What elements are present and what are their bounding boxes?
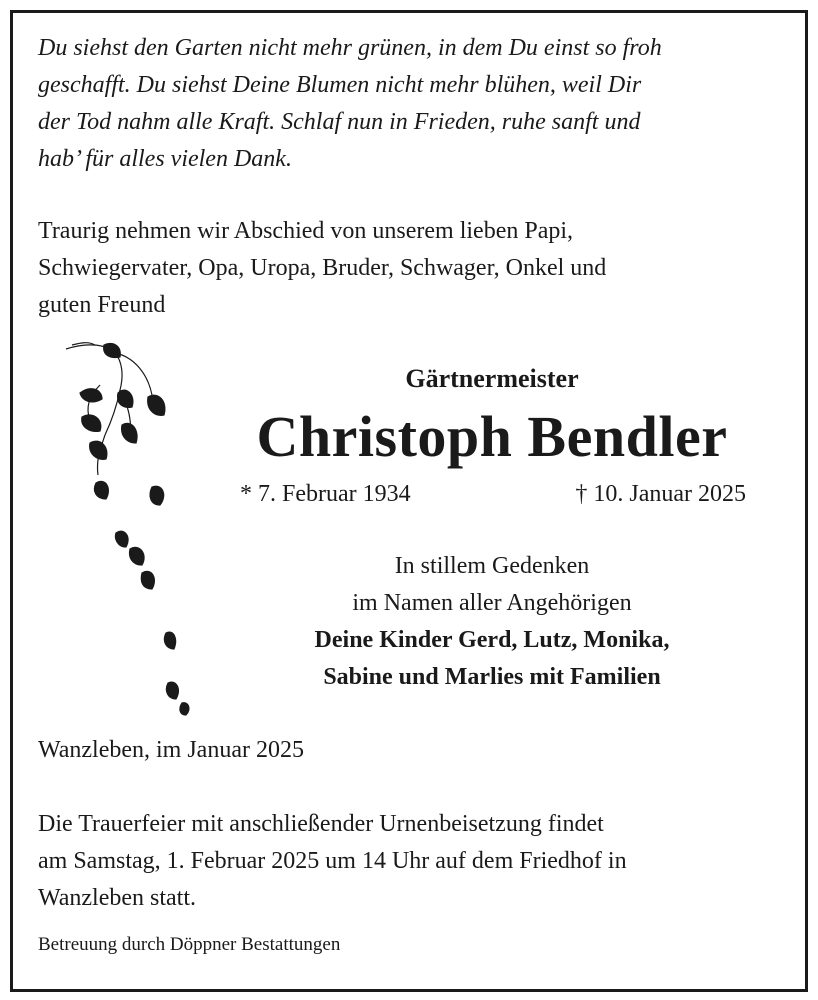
intro-line: Schwiegervater, Opa, Uropa, Bruder, Schwager, Onkel und [38, 255, 607, 281]
death-date: † 10. Januar 2025 [575, 481, 746, 507]
undertaker-credit: Betreuung durch Döppner Bestattungen [38, 934, 341, 955]
poem-line: hab’ für alles vielen Dank. [38, 146, 292, 172]
intro-line: Traurig nehmen wir Abschied von unserem lieben Papi, [38, 218, 574, 244]
birth-date: * 7. Februar 1934 [240, 481, 411, 507]
poem-line: geschafft. Du siehst Deine Blumen nicht mehr blühen, weil Dir [38, 72, 642, 98]
memorial-poem [38, 30, 782, 178]
profession-title: Gärtnermeister [405, 364, 579, 393]
poem-line: Du siehst den Garten nicht mehr grünen, in dem Du einst so froh [38, 35, 662, 61]
deceased-name: Christoph Bendler [256, 404, 728, 469]
mourners-line: In stillem Gedenken [394, 553, 590, 579]
funeral-line: Die Trauerfeier mit anschließender Urnenbeisetzung findet [38, 811, 604, 837]
falling-leaves-icon [60, 335, 190, 725]
funeral-line: am Samstag, 1. Februar 2025 um 14 Uhr auf dem Friedhof in [38, 848, 627, 874]
mourners-line: im Namen aller Angehörigen [352, 590, 632, 616]
mourners-names: Sabine und Marlies mit Familien [323, 664, 661, 690]
intro-line: guten Freund [38, 292, 166, 318]
poem-line: der Tod nahm alle Kraft. Schlaf nun in Frieden, ruhe sanft und [38, 109, 641, 135]
funeral-line: Wanzleben statt. [38, 885, 197, 911]
funeral-info [38, 806, 782, 917]
farewell-intro [38, 213, 782, 324]
mourners-block [236, 548, 748, 696]
place-date: Wanzleben, im Januar 2025 [38, 737, 304, 763]
mourners-names: Deine Kinder Gerd, Lutz, Monika, [314, 627, 670, 653]
